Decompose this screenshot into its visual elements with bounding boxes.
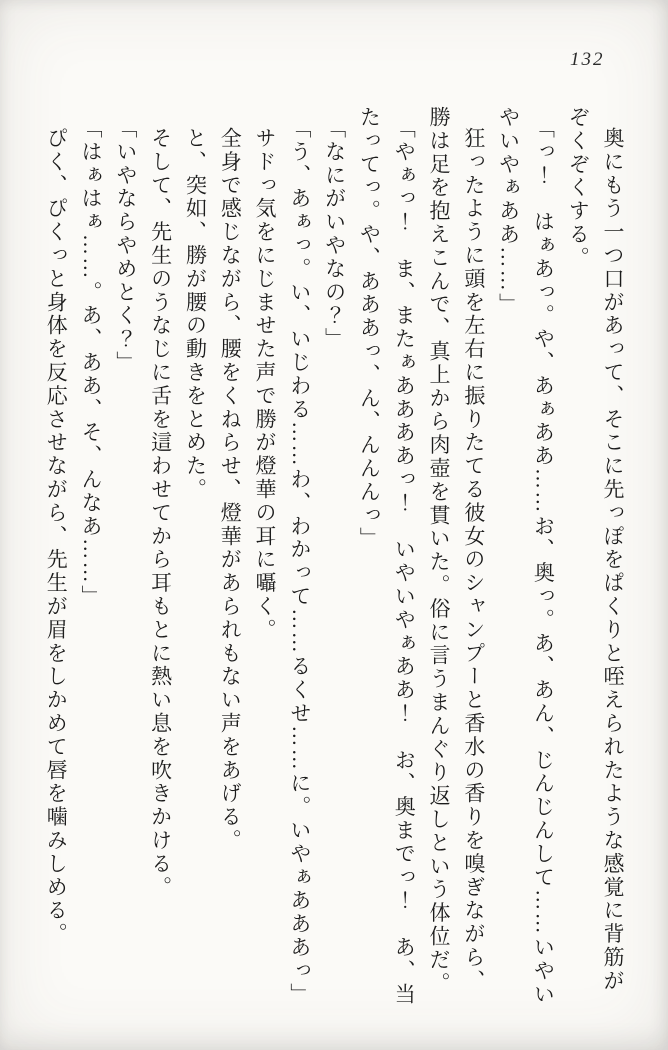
text-line: ぴく、ぴくっと身体を反応させながら、先生が眉をしかめて唇を噛みしめる。 <box>44 127 69 946</box>
text-line: 「はぁはぁ……。あ、ああ、そ、んなあ……」 <box>79 116 104 608</box>
text-line: 勝は足を抱えこんで、真上から肉壺を貫いた。俗に言うまんぐり返しという体位だ。 <box>427 106 452 996</box>
text-line: やいやぁああ……」 <box>496 106 521 317</box>
page-number: 132 <box>570 49 605 70</box>
text-line: サドっ気をにじませた声で勝が燈華の耳に囁く。 <box>253 127 278 642</box>
text-line: 狂ったように頭を左右に振りたてる彼女のシャンプーと香水の香りを嗅ぎながら、 <box>461 127 486 993</box>
text-line: 「っ！ はぁあっ。や、あぁああ……お、奥っ。あ、あん、じんじんして……いやい <box>531 116 556 1006</box>
text-line: たってっ。や、あああっ、ん、んんんっ」 <box>357 106 382 551</box>
text-line: と、突如、勝が腰の動きをとめた。 <box>183 127 208 502</box>
text-line: 「やぁっ！ ま、またぁああああっ！ いやいやぁああ！ お、奥までっ！ あ、当 <box>392 116 417 1006</box>
page-text-block <box>38 106 630 1008</box>
text-line: そして、先生のうなじに舌を這わせてから耳もとに熱い息を吹きかける。 <box>148 127 173 900</box>
text-line: 「いやならやめとく？」 <box>113 116 138 374</box>
text-line: 「う、あぁっ。い、いじわる……わ、わかって……るくせ……に。いやぁあああっ」 <box>287 116 312 1006</box>
text-line: 「なにがいやなの？」 <box>322 116 347 351</box>
text-line: 奥にもう一つ口があって、そこに先っぽをぱくりと咥えられたような感覚に背筋が <box>601 127 625 993</box>
text-line: 全身で感じながら、腰をくねらせ、燈華があられもない声をあげる。 <box>218 127 243 853</box>
text-line: ぞくぞくする。 <box>566 106 591 270</box>
